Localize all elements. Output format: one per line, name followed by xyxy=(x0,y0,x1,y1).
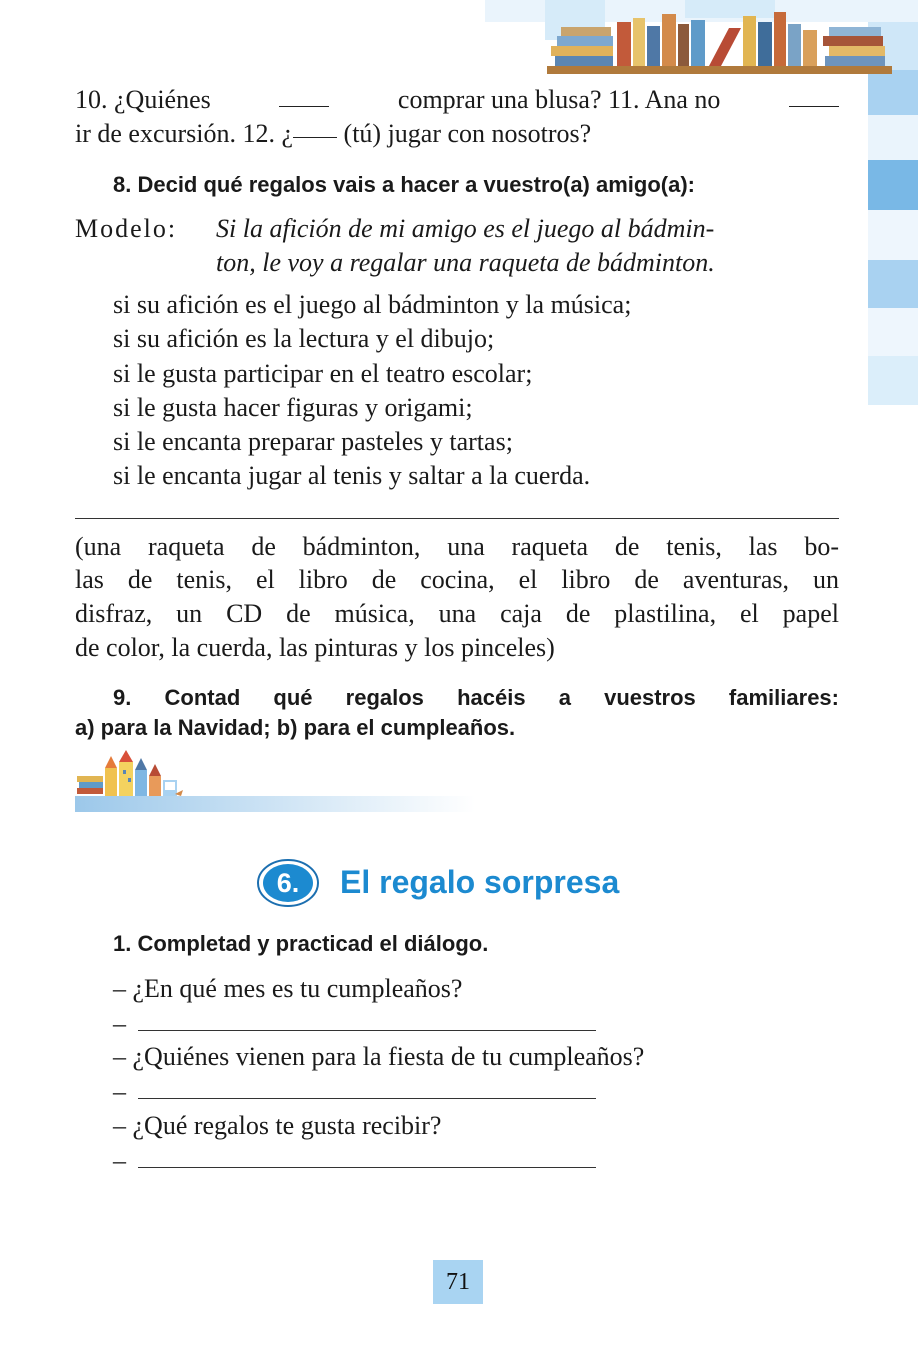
exercise-line-2-part2: (tú) jugar con nosotros? xyxy=(343,119,592,148)
lesson-number-badge xyxy=(256,858,320,908)
answer-line[interactable] xyxy=(138,1167,596,1168)
lesson-title: El regalo sorpresa xyxy=(340,864,620,900)
exercise-line-1-part1: 10. ¿Quiénes xyxy=(75,85,211,114)
answer-line[interactable] xyxy=(138,1030,596,1031)
list-item: si su afición es la lectura y el dibujo; xyxy=(113,324,495,353)
modelo-text-line-1: Si la afición de mi amigo es el juego al bádmin- xyxy=(216,214,715,243)
modelo-label: Modelo: xyxy=(75,214,178,243)
dialogue-question: – ¿En qué mes es tu cumpleaños? xyxy=(113,974,463,1003)
dialogue-dash: – xyxy=(113,1146,126,1175)
list-item: si su afición es el juego al bádminton y la música; xyxy=(113,290,632,319)
lesson-number: 6. xyxy=(276,868,300,898)
exercise-line-1-part2: comprar una blusa? 11. Ana no xyxy=(397,85,721,114)
list-item: si le encanta preparar pasteles y tartas; xyxy=(113,427,513,456)
task-9-title-line-1: 9. Contad qué regalos hacéis a vuestros familiares: xyxy=(113,685,839,710)
task-9-title-line-2: a) para la Navidad; b) para el cumpleaños. xyxy=(75,715,516,740)
answer-blank xyxy=(789,105,839,107)
exercise-line-1 xyxy=(75,83,839,117)
options-line: de color, la cuerda, las pinturas y los pinceles) xyxy=(75,633,555,662)
list-item: si le gusta participar en el teatro escolar; xyxy=(113,359,533,388)
dialogue-dash: – xyxy=(113,1009,126,1038)
task-8-title: 8. Decid qué regalos vais a hacer a vuestro(a) amigo(a): xyxy=(113,172,695,197)
section-divider-illustration xyxy=(75,750,475,816)
task-1-title: 1. Completad y practicad el diálogo. xyxy=(113,931,489,956)
page-number: 71 xyxy=(433,1260,483,1304)
dialogue-question: – ¿Quiénes vienen para la fiesta de tu cumpleaños? xyxy=(113,1042,645,1071)
answer-blank xyxy=(279,105,329,107)
options-line: (una raqueta de bádminton, una raqueta de tenis, las bo- xyxy=(75,532,839,561)
list-item: si le gusta hacer figuras y origami; xyxy=(113,393,473,422)
answer-blank xyxy=(293,136,337,138)
list-item: si le encanta jugar al tenis y saltar a la cuerda. xyxy=(113,461,591,490)
exercise-line-2-part1: ir de excursión. 12. ¿ xyxy=(75,119,294,148)
dialogue-question: – ¿Qué regalos te gusta recibir? xyxy=(113,1111,442,1140)
options-line: disfraz, un CD de música, una caja de plastilina, el papel xyxy=(75,599,839,628)
answer-line[interactable] xyxy=(138,1098,596,1099)
dialogue-dash: – xyxy=(113,1077,126,1106)
divider xyxy=(75,518,839,519)
modelo-text-line-2: ton, le voy a regalar una raqueta de bádminton. xyxy=(216,248,715,277)
exercise-line-2 xyxy=(75,117,591,151)
bookshelf-illustration xyxy=(485,0,918,80)
options-line: las de tenis, el libro de cocina, el libro de aventuras, un xyxy=(75,565,839,594)
